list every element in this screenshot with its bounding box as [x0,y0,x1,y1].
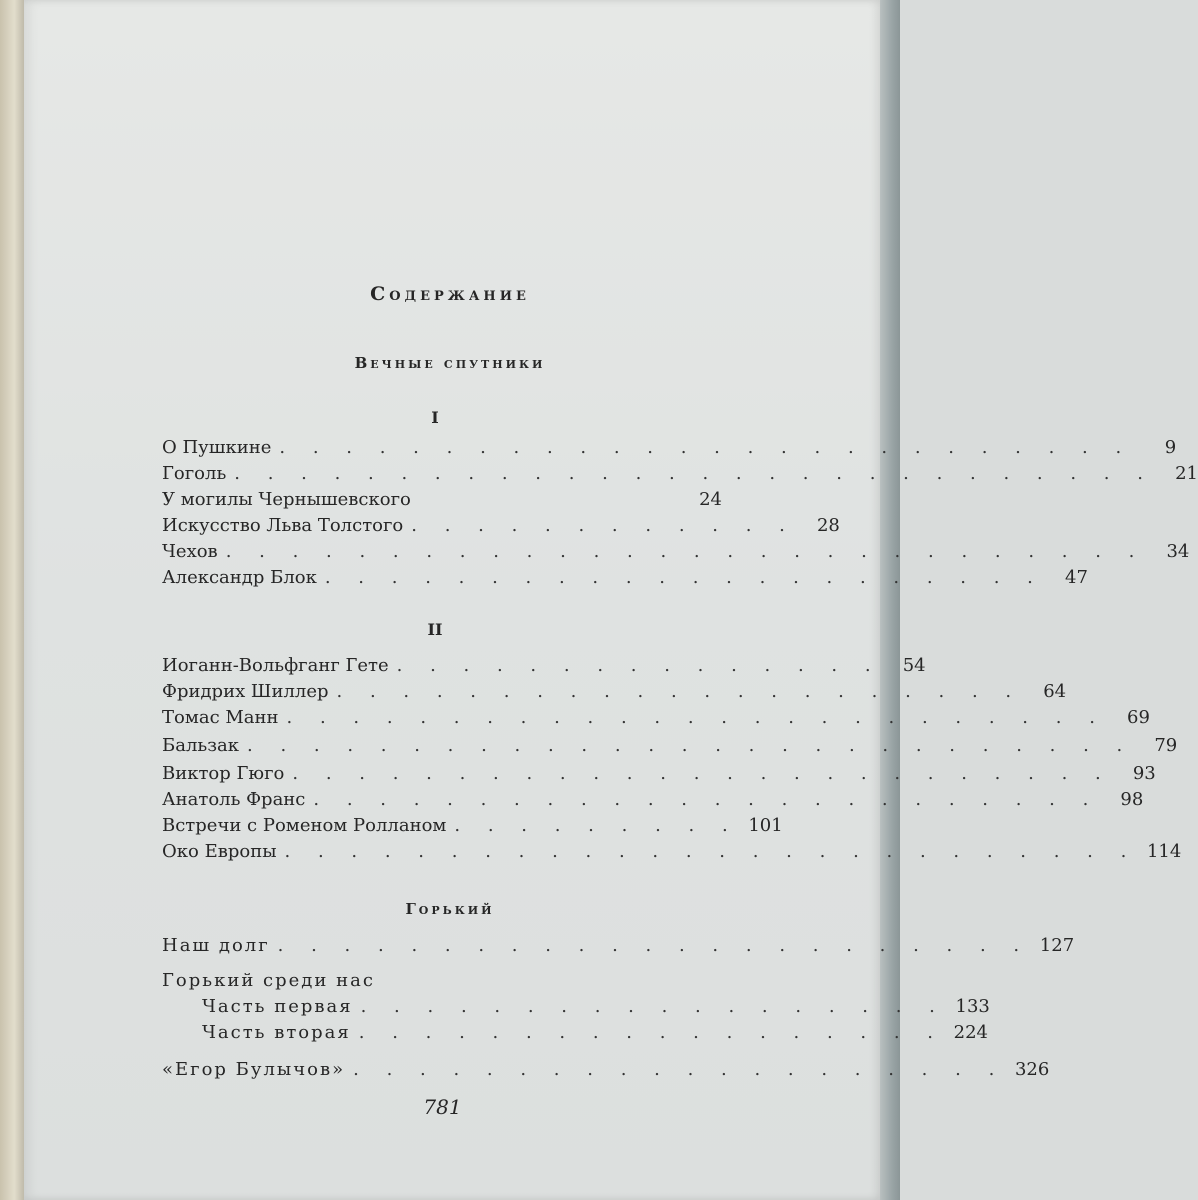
toc-entry [162,539,1190,565]
toc-entry-page: 79 [1154,735,1178,756]
toc-entry [162,461,1198,487]
toc-entry-title: Встречи с Роменом Ролланом [162,815,447,836]
toc-entry-title: Искусство Льва Толстого [162,515,404,536]
toc-entry-title: Фридрих Шиллер [162,681,329,702]
toc-entry-title: Часть первая [202,996,353,1017]
section-title-gorky: Горький [405,900,495,918]
toc-subentry [202,994,990,1020]
toc-entry-title: Наш долг [162,935,270,956]
toc-entry [162,513,840,539]
toc-leader-dots: . . . . . . . . . . . . [411,515,796,536]
toc-entry-page: 34 [1166,541,1190,562]
toc-entry-page: 127 [1039,935,1075,956]
toc-entry [162,761,1156,787]
toc-leader-dots: . . . . . . . . . . . . . . . [396,655,882,676]
toc-entry-title: У могилы Чернышевского [162,489,411,510]
toc-entry [162,933,1075,959]
toc-leader-dots: . . . . . . . . . . . . . . . . . . . . . . . . . . [279,437,1133,458]
toc-entry-title: Чехов [162,541,218,562]
page-number: 781 [423,1095,462,1119]
toc-leader-dots: . . . . . . . . . . . . . . . . . . . . . . . . . . . [247,735,1134,756]
toc-entry [162,839,1182,865]
toc-entry-page: 326 [1014,1059,1050,1080]
toc-leader-dots: . . . . . . . . . . . . . . . . . . . . . . . . . . . . [234,463,1154,484]
toc-entry-title: Александр Блок [162,567,317,588]
toc-entry [162,653,926,679]
toc-entry-title: Анатоль Франс [162,789,306,810]
toc-entry-page: 114 [1146,841,1182,862]
toc-entry-page: 21 [1175,463,1198,484]
toc-entry-title: Око Европы [162,841,277,862]
toc-entry-page: 98 [1120,789,1144,810]
toc-leader-dots: . . . . . . . . . . . . . . . . . . . . . . . . . [286,707,1106,728]
toc-entry-title: Часть вторая [202,1022,351,1043]
toc-entry-page: 69 [1127,707,1150,728]
toc-subentry [202,1020,989,1046]
toc-entry-heading [162,968,722,994]
toc-entry-title: Гоголь [162,463,227,484]
part-heading-2: II [427,620,443,639]
toc-leader-dots: . . . . . . . . . . . . . . . . . . . . [353,1059,1006,1080]
toc-entry [162,435,1177,461]
toc-entry-page: 133 [955,996,990,1017]
toc-leader-dots: . . . . . . . . . . . . . . . . . . [358,1022,945,1043]
toc-entry-page: 224 [953,1022,989,1043]
toc-leader-dots: . . . . . . . . . . . . . . . . . . . . . . [324,567,1044,588]
toc-entry-page: 28 [816,515,840,536]
toc-leader-dots: . . . . . . . . . . . . . . . . . . [360,996,946,1017]
toc-entry [162,733,1178,759]
toc-entry [162,1057,1050,1083]
toc-leader-dots: . . . . . . . . . . . . . . . . . . . . . . . . [313,789,1100,810]
toc-entry-page: 24 [699,489,722,510]
section-title-eternal-companions: Вечные спутники [354,354,546,372]
toc-entry-title: Горький среди нас [162,970,375,991]
toc-entry-title: «Егор Булычов» [162,1059,346,1080]
toc-entry [162,813,783,839]
toc-entry-title: Томас Манн [162,707,279,728]
toc-leader-dots: . . . . . . . . . . . . . . . . . . . . . [336,681,1023,702]
toc-entry-title: Виктор Гюго [162,763,285,784]
toc-leader-dots: . . . . . . . . . . . . . . . . . . . . . . . . . [292,763,1112,784]
toc-entry [162,679,1067,705]
toc-leader-dots: . . . . . . . . . . . . . . . . . . . . . . . . . . [284,841,1138,862]
toc-entry-page: 54 [902,655,926,676]
toc-leader-dots: . . . . . . . . . [454,815,739,836]
part-heading-1: I [431,408,439,427]
toc-entry [162,705,1150,731]
toc-entry [162,487,722,513]
toc-entry-page: 47 [1065,567,1088,588]
toc-entry [162,787,1144,813]
toc-entry [162,565,1088,591]
toc-entry-title: Бальзак [162,735,239,756]
toc-entry-title: О Пушкине [162,437,272,458]
toc-entry-title: Иоганн-Вольфганг Гете [162,655,389,676]
toc-entry-page: 9 [1164,437,1177,458]
toc-leader-dots: . . . . . . . . . . . . . . . . . . . . . . . [277,935,1031,956]
toc-entry-page: 64 [1043,681,1067,702]
book-edge-left [0,0,26,1200]
toc-leader-dots: . . . . . . . . . . . . . . . . . . . . . . . . . . . . [225,541,1146,562]
page-title: Содержание [370,283,530,305]
toc-entry-page: 101 [748,815,783,836]
toc-entry-page: 93 [1132,763,1156,784]
